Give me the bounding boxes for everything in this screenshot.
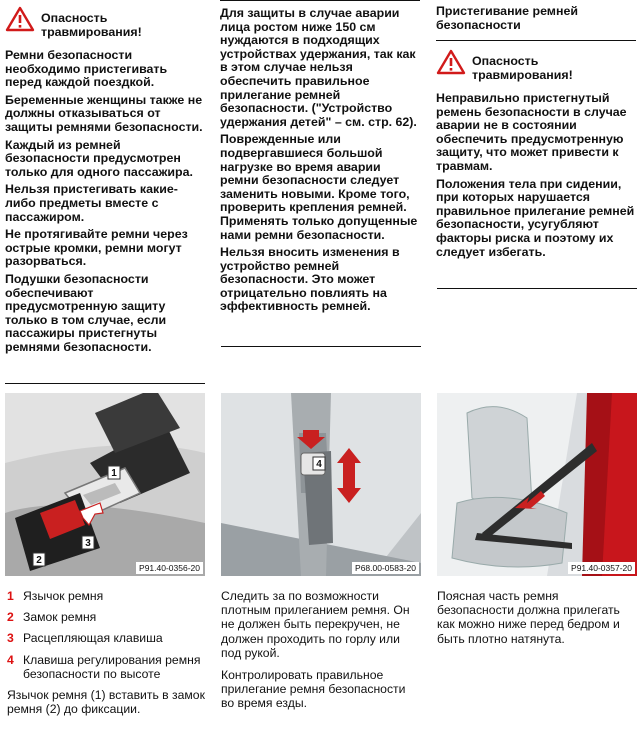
- paragraph: Неправильно пристегнутый ремень безопасности в случае аварии не в состоянии обеспечить предусмотренную защиту, что может привести к травмам.: [436, 91, 627, 173]
- paragraph: Поясная часть ремня безопасности должна прилегать как можно ниже перед бедром и быть плотно натянута.: [437, 589, 620, 646]
- callout-label: [108, 466, 120, 479]
- bottom-text-2: [221, 589, 421, 711]
- section-heading: Пристегивание ремней безопасности: [436, 4, 578, 32]
- col1-text: [5, 49, 205, 354]
- legend-item: 3 Расцепляющая клавиша: [7, 631, 163, 646]
- image-code: P91.40-0356-20: [136, 562, 203, 574]
- paragraph: Беременные женщины также не должны отказываться от защиты ремнями безопасности.: [5, 92, 203, 134]
- legend: [7, 589, 207, 716]
- warning-title: Опасность травмирования!: [472, 54, 573, 82]
- svg-text:4: 4: [316, 459, 322, 470]
- callout-label: [313, 457, 325, 470]
- paragraph: Нельзя вносить изменения в устройство ремней безопасности. Это может отрицательно повлиять на эффективность ремней.: [220, 245, 400, 314]
- legend-item: 4 Клавиша регулирования ремня безопасности по высоте: [7, 652, 201, 681]
- adjuster-illustration: [221, 393, 421, 576]
- warning-title: Опасность травмирования!: [41, 11, 142, 39]
- col3-text: [436, 92, 636, 259]
- seat-illustration: [437, 393, 637, 576]
- warning-block-2: [436, 49, 636, 82]
- column-3: [436, 0, 636, 263]
- paragraph: Следить за по возможности плотным прилеганием ремня. Он не должен быть перекручен, не должен проходить по горлу или под рукой.: [221, 589, 410, 660]
- paragraph: Каждый из ремней безопасности предусмотрен только для одного пассажира.: [5, 137, 193, 179]
- paragraph: Ремни безопасности необходимо пристегивать перед каждой поездкой.: [5, 48, 168, 90]
- warning-triangle-icon: [5, 6, 35, 32]
- divider: [436, 40, 636, 41]
- photo-height-adjuster: [221, 393, 421, 576]
- photo-belt-buckle: [5, 393, 205, 576]
- legend-note: Язычок ремня (1) вставить в замок ремня (2) до фиксации.: [7, 688, 205, 717]
- divider: [221, 346, 421, 347]
- svg-text:3: 3: [85, 538, 91, 549]
- column-1: [5, 0, 205, 358]
- warning-triangle-icon: [436, 49, 466, 75]
- callout-label: [82, 536, 94, 549]
- divider: [437, 288, 637, 289]
- paragraph: Контролировать правильное прилегание ремня безопасности во время езды.: [221, 668, 406, 711]
- buckle-illustration: [5, 393, 205, 576]
- divider: [5, 383, 205, 384]
- paragraph: Поврежденные или подвергавшиеся большой нагрузке во время аварии ремни безопасности следует заменить новыми. Кроме того, проверить крепления ремней. Применять только допущенные нами ремни безопасности.: [220, 132, 418, 242]
- paragraph: Для защиты в случае аварии лица ростом ниже 150 см нуждаются в подходящих устройствах удержания, так как в этом случае нельзя обеспечить правильное прилегание ремней безопасности. ("Устройство удержания детей" – см. стр. 62).: [220, 6, 417, 129]
- col2-text: [220, 3, 420, 314]
- callout-label: [33, 553, 45, 566]
- bottom-text-3: [437, 589, 635, 646]
- svg-text:1: 1: [111, 468, 117, 479]
- svg-text:2: 2: [36, 555, 42, 566]
- paragraph: Подушки безопасности обеспечивают предусмотренную защиту только в том случае, если пассажиры пристегнуты ремнями безопасности.: [5, 271, 167, 354]
- legend-item: 1 Язычок ремня: [7, 589, 104, 603]
- legend-item: 2 Замок ремня: [7, 610, 97, 625]
- image-code: P91.40-0357-20: [568, 562, 635, 574]
- paragraph: Нельзя пристегивать какие-либо предметы вместе с пассажиром.: [5, 182, 178, 224]
- paragraph: Не протягивайте ремни через острые кромки, ремни могут разорваться.: [5, 227, 188, 269]
- paragraph: Положения тела при сидении, при которых нарушается правильное прилегание ремней безопасности, усугубляют факторы риска и поэтому их следует избегать.: [436, 176, 635, 259]
- warning-block-1: [5, 6, 205, 39]
- image-code: P68.00-0583-20: [352, 562, 419, 574]
- column-2: [220, 0, 420, 318]
- photo-seat-belt: [437, 393, 637, 576]
